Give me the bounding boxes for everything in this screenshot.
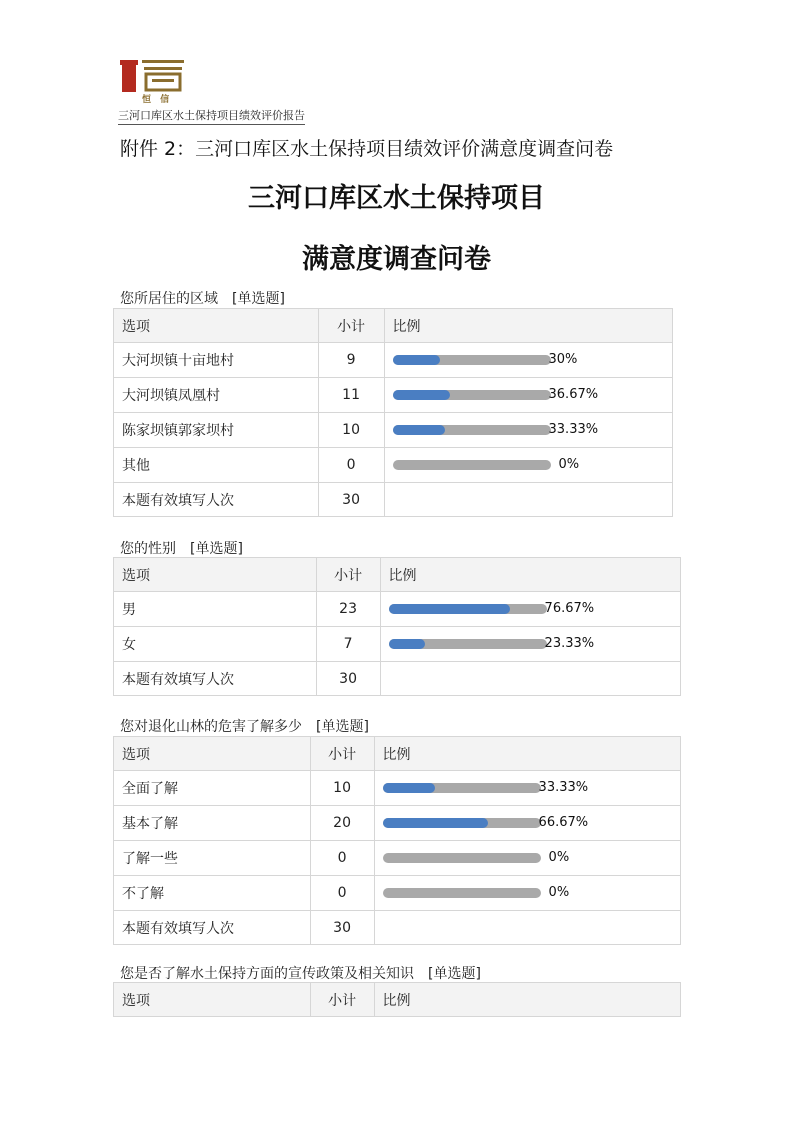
ratio-bar-fill [389,604,510,614]
question-tag: [单选题] [316,719,369,735]
ratio-bar-fill [393,355,440,365]
ratio-bar [389,639,547,649]
table-row [114,592,681,627]
col-count: 小计 [318,309,384,343]
table-total-row [114,911,681,945]
question-text: 您的性别 [120,541,176,557]
table-row [114,343,673,378]
question-text: 您对退化山林的危害了解多少 [120,719,302,735]
table-row [114,806,681,841]
ratio-percent: 33.33% [538,780,589,795]
question-title [120,288,285,308]
option-label: 了解一些 [114,841,311,876]
col-option: 选项 [114,983,311,1017]
option-count: 0 [318,448,384,483]
question-tag: [单选题] [190,541,243,557]
question-tag: [单选题] [428,966,481,982]
table-row [114,771,681,806]
table-header-row [114,737,681,771]
ratio-percent: 0% [548,885,570,900]
option-count: 11 [318,378,384,413]
ratio-bar-fill [383,783,436,793]
option-count: 23 [316,592,380,627]
option-count: 0 [310,841,374,876]
total-label: 本题有效填写人次 [114,483,319,517]
result-table [113,557,681,696]
ratio-percent: 0% [548,850,570,865]
col-ratio: 比例 [374,737,680,771]
col-ratio: 比例 [380,558,680,592]
ratio-bar [383,888,541,898]
question-tag: [单选题] [232,291,285,307]
total-count: 30 [310,911,374,945]
logo-text: 恒 信 [142,95,173,105]
option-count: 20 [310,806,374,841]
table-total-row [114,483,673,517]
col-count: 小计 [310,983,374,1017]
total-count: 30 [316,662,380,696]
option-label: 其他 [114,448,319,483]
table-row [114,448,673,483]
option-label: 不了解 [114,876,311,911]
option-label: 大河坝镇凤凰村 [114,378,319,413]
question-text: 您是否了解水土保持方面的宣传政策及相关知识 [120,966,414,982]
total-label: 本题有效填写人次 [114,911,311,945]
ratio-bar-fill [393,425,446,435]
ratio-bar [393,460,551,470]
ratio-bar-fill [389,639,426,649]
ratio-bar-fill [383,818,488,828]
col-option: 选项 [114,309,319,343]
question-text: 您所居住的区域 [120,291,218,307]
ratio-bar-fill [393,390,451,400]
option-count: 10 [310,771,374,806]
option-count: 7 [316,627,380,662]
col-count: 小计 [316,558,380,592]
col-count: 小计 [310,737,374,771]
option-count: 10 [318,413,384,448]
col-option: 选项 [114,737,311,771]
ratio-percent: 36.67% [548,387,599,402]
col-ratio: 比例 [374,983,680,1017]
attachment-title: 附件 2：三河口库区水土保持项目绩效评价满意度调查问卷 [120,138,614,160]
table-row [114,627,681,662]
option-count: 0 [310,876,374,911]
result-table [113,308,673,517]
table-row [114,413,673,448]
ratio-percent: 33.33% [548,422,599,437]
ratio-bar [383,853,541,863]
result-table [113,736,681,945]
page-title-line2: 满意度调查问卷 [302,244,491,275]
table-row [114,876,681,911]
question-title [120,963,481,983]
ratio-bar [393,355,551,365]
total-count: 30 [318,483,384,517]
question-title [120,716,369,736]
ratio-percent: 30% [548,352,578,367]
table-header-row [114,983,681,1017]
table-header-row [114,309,673,343]
ratio-bar [383,818,541,828]
ratio-percent: 66.67% [538,815,589,830]
option-label: 大河坝镇十亩地村 [114,343,319,378]
table-row [114,841,681,876]
page-title-line1: 三河口库区水土保持项目 [248,183,545,214]
ratio-bar [389,604,547,614]
table-row [114,378,673,413]
ratio-percent: 0% [558,457,580,472]
option-label: 女 [114,627,317,662]
option-count: 9 [318,343,384,378]
ratio-percent: 23.33% [544,636,595,651]
option-label: 全面了解 [114,771,311,806]
report-name: 三河口库区水土保持项目绩效评价报告 [118,107,305,125]
ratio-bar [383,783,541,793]
ratio-percent: 76.67% [544,601,595,616]
option-label: 陈家坝镇郭家坝村 [114,413,319,448]
question-title [120,538,243,558]
ratio-bar [393,425,551,435]
ratio-bar [393,390,551,400]
option-label: 基本了解 [114,806,311,841]
table-header-row [114,558,681,592]
total-label: 本题有效填写人次 [114,662,317,696]
option-label: 男 [114,592,317,627]
result-table [113,982,681,1017]
table-total-row [114,662,681,696]
col-ratio: 比例 [384,309,672,343]
col-option: 选项 [114,558,317,592]
